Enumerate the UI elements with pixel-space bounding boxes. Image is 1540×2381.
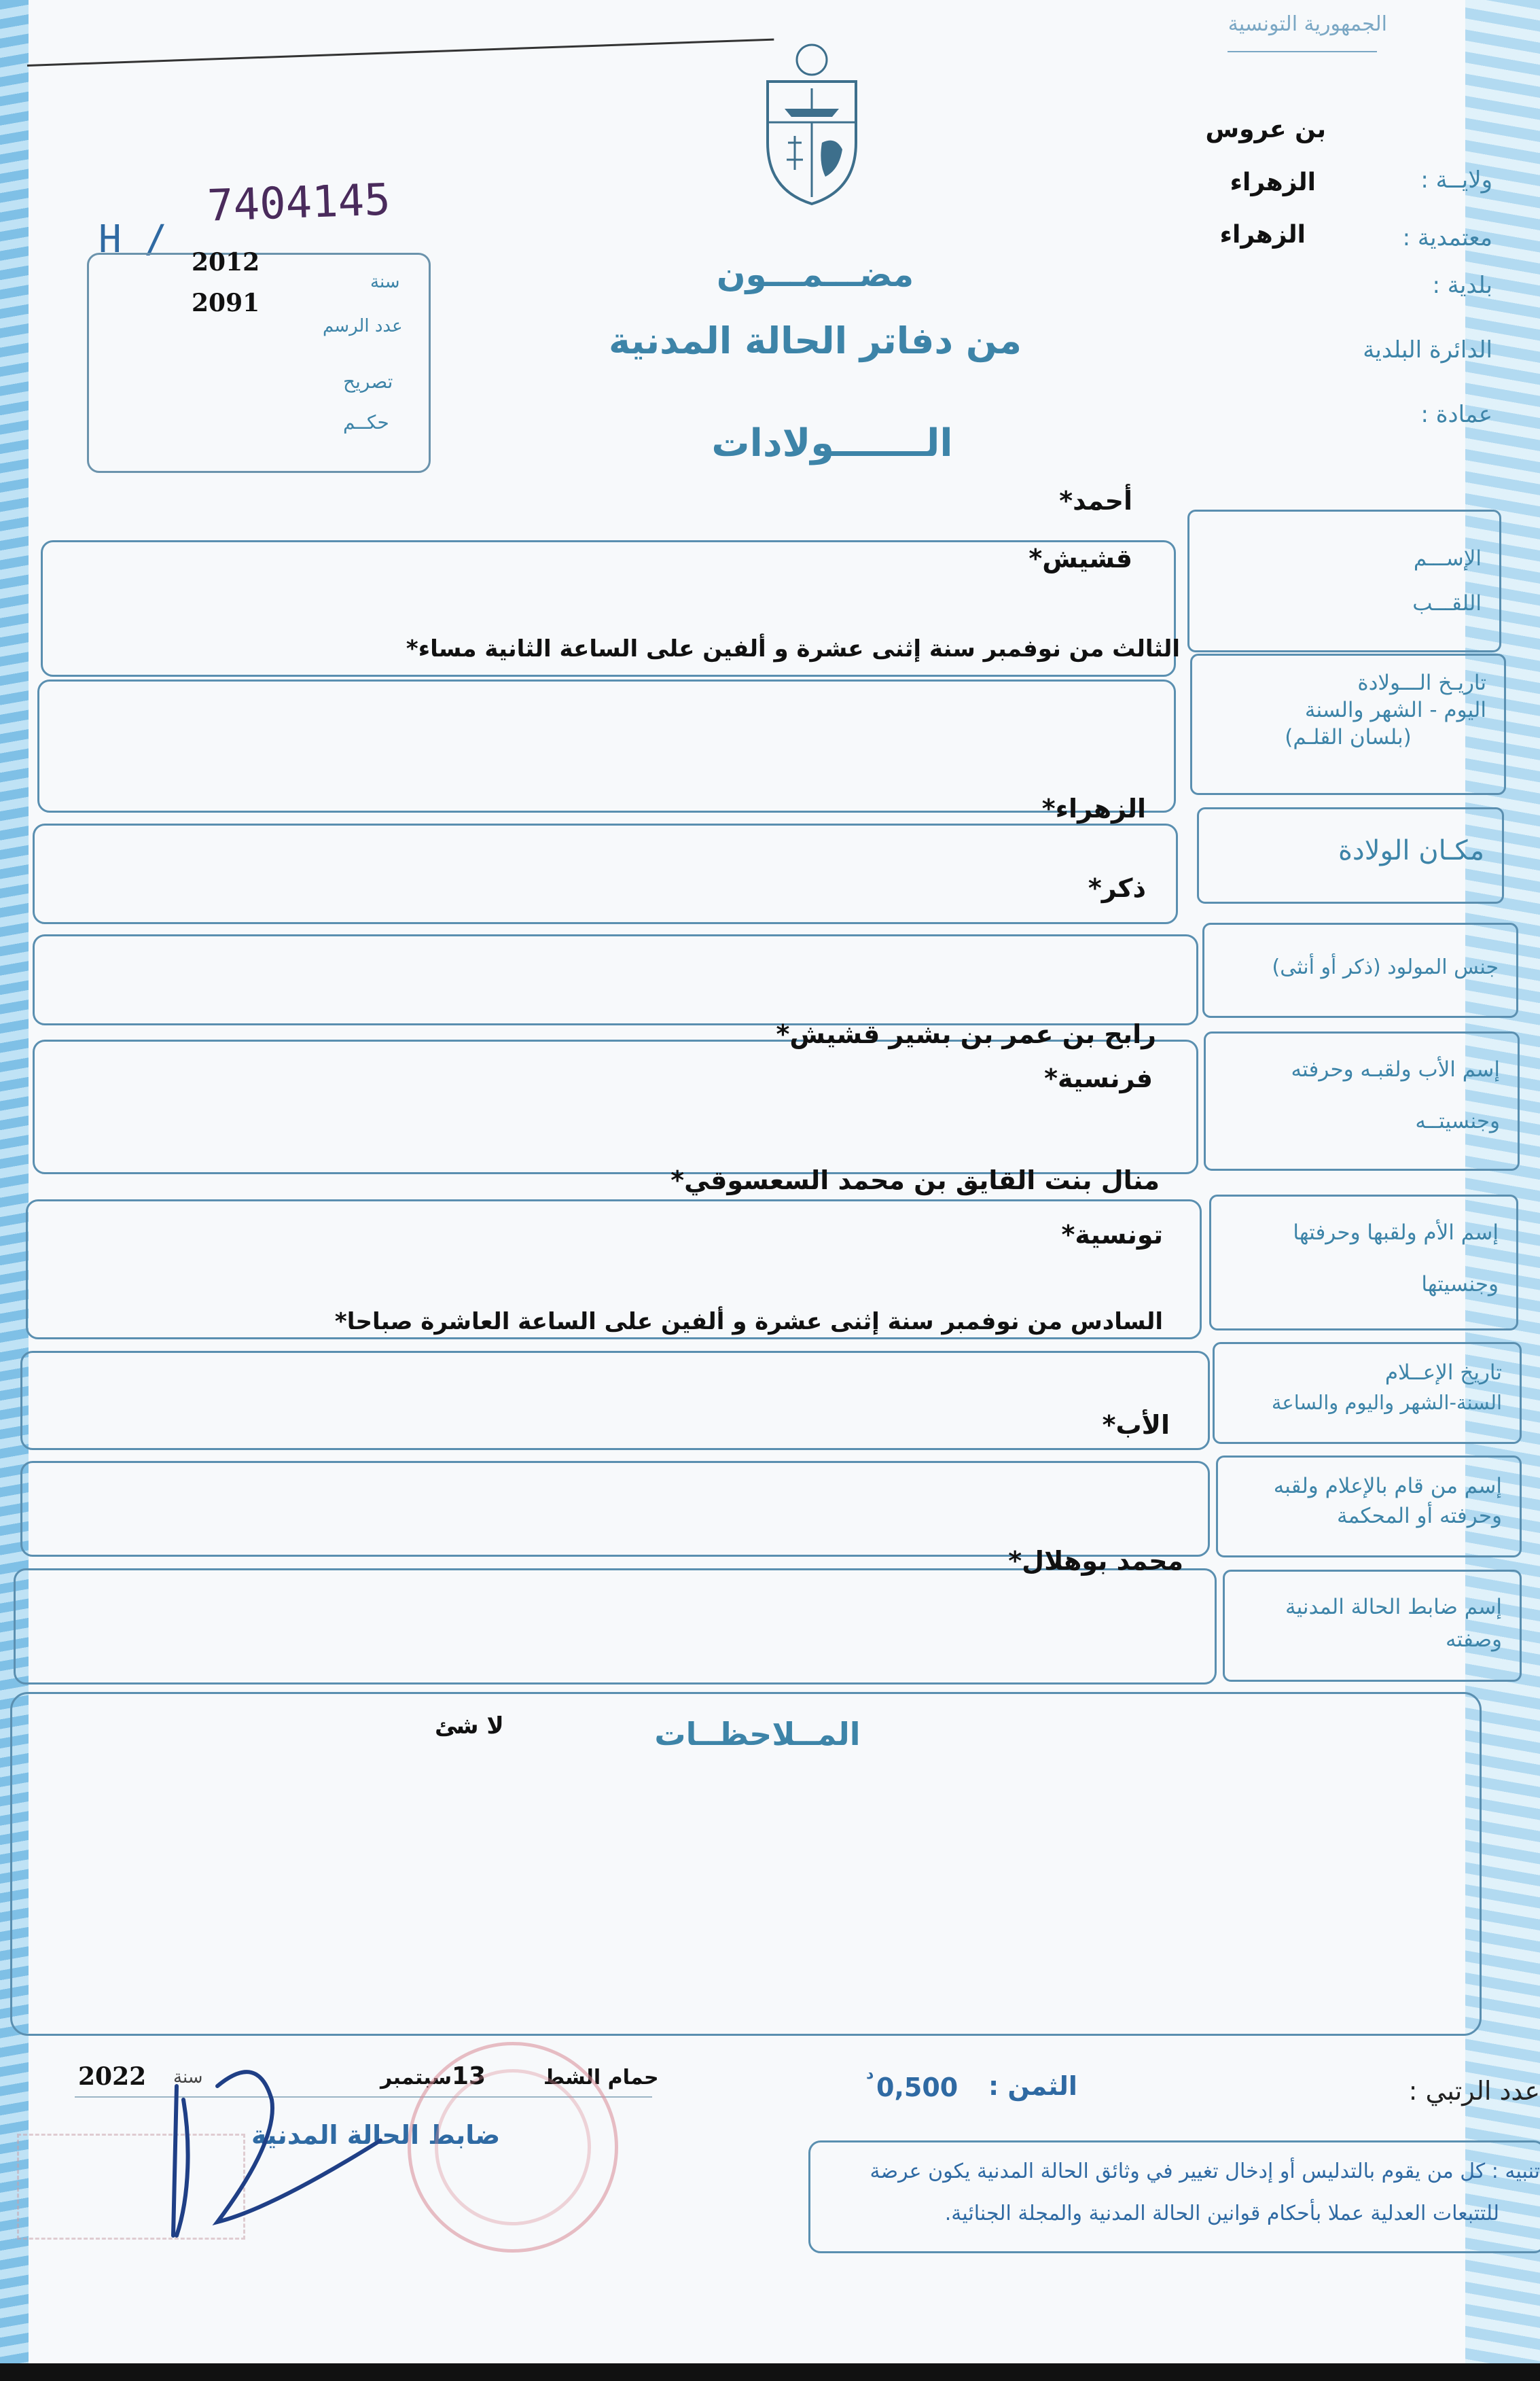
first-name-value: أحمد* — [1059, 486, 1132, 516]
signature — [136, 2059, 394, 2256]
omada-label: عمادة : — [1420, 401, 1492, 428]
baladia-value: الزهراء — [1219, 221, 1306, 249]
warning-line1: تنبيه : كل من يقوم بالتدليس أو إدخال تغيير في وثائق الحالة المدنية يكون عرضة — [870, 2159, 1540, 2183]
father-nationality-value: فرنسية* — [1044, 1063, 1153, 1093]
republic-label: الجمهورية التونسية — [1228, 12, 1387, 36]
birth-place-value-box — [33, 824, 1178, 924]
gender-value: ذكر* — [1088, 873, 1146, 903]
date-day: 13 — [452, 2062, 486, 2090]
price-label: الثمن : — [988, 2071, 1077, 2101]
declaration-date-value: السادس من نوفمبر سنة إثنى عشرة و ألفين على الساعة العاشرة صباحا* — [334, 1308, 1163, 1335]
birth-date-label-2: اليوم - الشهر والسنة — [1304, 698, 1486, 722]
officer-label-2: وصفته — [1446, 1627, 1502, 1652]
father-name-value: رابح بن عمر بن بشير قشيش* — [776, 1019, 1156, 1049]
warning-box — [808, 2140, 1540, 2253]
gender-label-box — [1202, 923, 1518, 1018]
judgment-label: حكــم — [343, 411, 389, 434]
baladia-label: بلدية : — [1432, 272, 1492, 299]
declarant-value: الأب* — [1102, 1410, 1170, 1440]
id-prefix: H / — [99, 217, 168, 262]
birth-date-label-box — [1190, 654, 1506, 795]
motamadia-label: معتمدية : — [1402, 224, 1492, 251]
year-label: سنة — [370, 272, 400, 292]
officer-label-box — [1223, 1570, 1522, 1682]
motamadia-value: الزهراء — [1230, 169, 1316, 196]
declaration-date-label-box — [1213, 1342, 1522, 1444]
republic-underline — [1228, 51, 1377, 52]
daira-label: الدائرة البلدية — [1363, 336, 1492, 364]
last-name-value: قشيش* — [1028, 544, 1132, 574]
declarant-value-box — [20, 1461, 1210, 1557]
serial-label: عدد الرتبي : — [1408, 2076, 1540, 2106]
top-rule — [27, 39, 774, 67]
warning-line2: للتتبعات العدلية عملا بأحكام قوانين الحالة المدنية والمجلة الجنائية. — [944, 2202, 1499, 2225]
declarant-label-2: وحرفته أو المحكمة — [1337, 1504, 1502, 1528]
father-label-1: إسم الأب ولقبـه وحرفته — [1291, 1057, 1500, 1082]
birth-place-label-box — [1197, 807, 1504, 904]
record-value: 2091 — [192, 289, 260, 317]
date-month: سبتمبر — [380, 2066, 452, 2089]
last-name-label: اللقـــب — [1412, 591, 1482, 616]
wilaya-label: ولايــة : — [1420, 166, 1492, 194]
mother-name-value: منال بنت القايق بن محمد السعسوقي* — [670, 1165, 1160, 1195]
birth-date-label-3: (بلسان القلـم) — [1285, 725, 1412, 749]
birth-date-value: الثالث من نوفمبر سنة إثنى عشرة و ألفين على الساعة الثانية مساء* — [406, 635, 1180, 663]
document-title-line3: الـــــــولادات — [711, 421, 953, 465]
document-title-line2: من دفاتر الحالة المدنية — [609, 319, 1022, 362]
gender-label: جنس المولود (ذكر أو أنثى) — [1272, 955, 1499, 979]
father-label-box — [1204, 1031, 1520, 1171]
bottom-edge — [0, 2363, 1540, 2381]
father-label-2: وجنسيتــه — [1415, 1109, 1500, 1133]
document-title-line1: مضـــمـــون — [716, 255, 914, 294]
declaration-label: تصريح — [343, 370, 393, 393]
declaration-date-label-1: تاريخ الإعــلام — [1384, 1360, 1502, 1385]
price-value: 0,500 — [876, 2073, 959, 2102]
coat-of-arms-emblem — [754, 41, 870, 211]
mother-label-box — [1209, 1195, 1518, 1330]
birth-place-label: مكـان الولادة — [1338, 835, 1484, 866]
birth-place-value: الزهراء* — [1041, 794, 1146, 824]
date-year-value: 2022 — [78, 2062, 147, 2091]
officer-title: ضابط الحالة المدنية — [251, 2120, 501, 2150]
declaration-date-value-box — [20, 1351, 1210, 1450]
year-value: 2012 — [192, 248, 260, 277]
father-value-box — [33, 1040, 1198, 1174]
mother-label-2: وجنسيتها — [1421, 1272, 1499, 1297]
official-stamp-inner — [435, 2069, 591, 2225]
mother-nationality-value: تونسية* — [1061, 1220, 1163, 1250]
birth-date-label-1: تاريـخ الـــولادة — [1357, 671, 1486, 695]
declaration-date-label-2: السنة-الشهر واليوم والساعة — [1271, 1391, 1502, 1414]
officer-label-1: إسم ضابط الحالة المدنية — [1285, 1595, 1502, 1619]
id-number: 7404145 — [206, 175, 391, 232]
remarks-value: لا شئ — [435, 1712, 504, 1740]
birth-date-value-box — [37, 680, 1176, 813]
date-year-label: سنة — [173, 2067, 203, 2087]
officer-value: محمد بوهلال* — [1008, 1546, 1183, 1576]
remarks-label: المــلاحظــات — [654, 1716, 861, 1752]
first-name-label: الإســـم — [1413, 546, 1482, 571]
record-label: عدد الرسم — [323, 316, 403, 336]
declarant-label-1: إسم من قام بالإعلام ولقبه — [1273, 1474, 1502, 1498]
name-label-box — [1187, 510, 1501, 652]
gender-value-box — [33, 934, 1198, 1025]
price-unit: د — [866, 2066, 874, 2083]
declarant-label-box — [1216, 1456, 1522, 1557]
mother-label-1: إسم الأم ولقبها وحرفتها — [1293, 1220, 1499, 1245]
wilaya-value: بن عروس — [1205, 116, 1326, 143]
place-name: حمام الشط — [543, 2066, 659, 2089]
officer-value-box — [14, 1568, 1217, 1685]
